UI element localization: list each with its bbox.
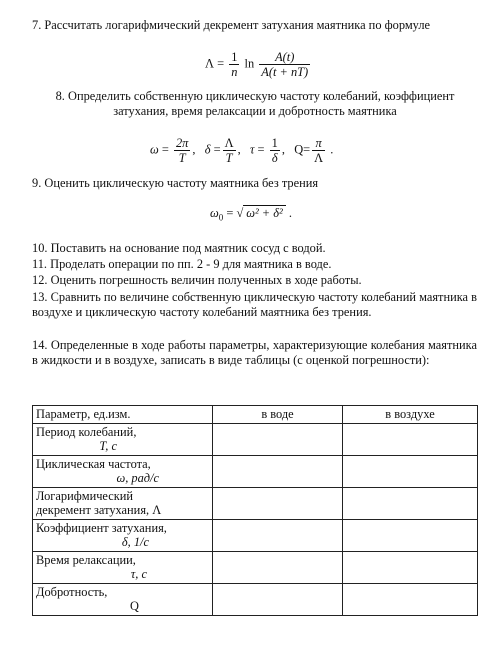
cell-water	[213, 456, 343, 488]
row-label: Логарифмический декремент затухания, Λ	[33, 488, 213, 520]
item-8: 8. Определить собственную циклическую частоту колебаний, коэффициент затухания, время релаксации и добротность маятника	[55, 89, 455, 118]
table-row	[33, 520, 478, 552]
cell-air	[343, 424, 478, 456]
item-7: 7. Рассчитать логарифмический декремент затухания маятника по формуле	[32, 18, 431, 32]
cell-air	[343, 584, 478, 616]
item-12: 12. Оценить погрешность величин полученных в ходе работы.	[32, 273, 362, 287]
formula-lhs: Λ	[205, 56, 214, 71]
cell-air	[343, 456, 478, 488]
table-row	[33, 456, 478, 488]
formula-ratio: $\frac{A(t)}{A(t + nT)}$	[261, 50, 309, 79]
row-label: Период колебаний, T, с	[33, 424, 213, 456]
row-label: Время релаксации, τ, с	[33, 552, 213, 584]
cell-air	[343, 488, 478, 520]
item-11: 11. Проделать операции по пп. 2 - 9 для маятника в воде.	[32, 257, 332, 271]
table-row	[33, 552, 478, 584]
formula-row-params: ω = $\frac{2\pi}{T}$ , δ = $\frac{\Lambda}{T}$ , τ = $\frac{1}{\delta}$ , Q= $\frac{\pi}{\Lambda}$ .	[150, 136, 334, 165]
table-row	[33, 424, 478, 456]
formula-log-decrement: Λ = $\frac{1}{n}$ ln $\frac{A(t)}{A(t + nT)}$	[205, 50, 309, 79]
cell-air	[343, 520, 478, 552]
cell-water	[213, 552, 343, 584]
table-row	[33, 584, 478, 616]
cell-water	[213, 520, 343, 552]
row-label: Добротность, Q	[33, 584, 213, 616]
row-label: Циклическая частота, ω, рад/с	[33, 456, 213, 488]
item-13: 13. Сравнить по величине собственную циклическую частоту колебаний маятника в воздухе и циклическую частоту колебаний маятника без трения.	[32, 290, 477, 319]
formula-omega0: $\omega_0$ = √ ω² + δ² .	[210, 206, 292, 223]
cell-water	[213, 584, 343, 616]
header-parameter: Параметр, ед.изм.	[33, 406, 213, 424]
item-10: 10. Поставить на основание под маятник сосуд с водой.	[32, 241, 326, 255]
cell-air	[343, 552, 478, 584]
parameters-table	[32, 405, 478, 616]
header-water: в воде	[213, 406, 343, 424]
item-14: 14. Определенные в ходе работы параметры, характеризующие колебания маятника в жидкости и в воздухе, записать в виде таблицы (с оценкой погрешности):	[32, 338, 477, 367]
formula-coef: $\frac{1}{n}$	[231, 50, 238, 79]
table-header-row	[33, 406, 478, 424]
header-air: в воздухе	[343, 406, 478, 424]
item-9: 9. Оценить циклическую частоту маятника без трения	[32, 176, 319, 190]
row-label: Коэффициент затухания, δ, 1/с	[33, 520, 213, 552]
cell-water	[213, 424, 343, 456]
table-row	[33, 488, 478, 520]
cell-water	[213, 488, 343, 520]
